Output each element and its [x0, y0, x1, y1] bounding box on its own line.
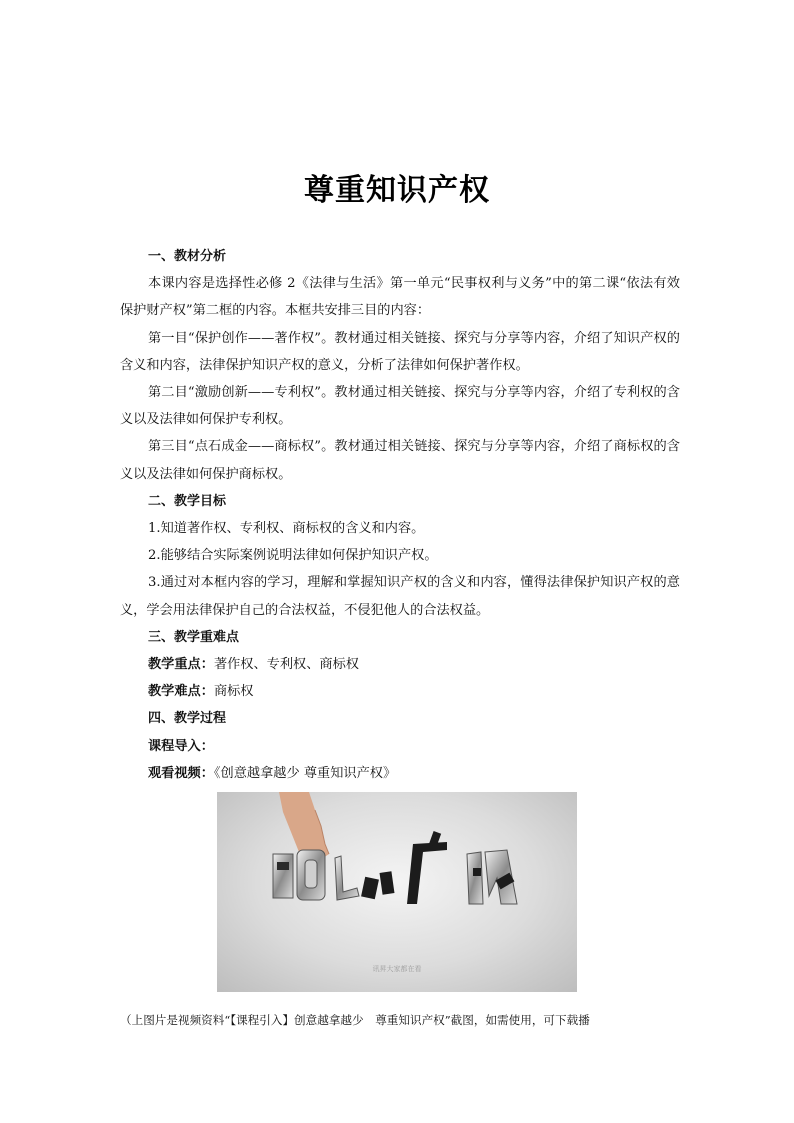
list-item: 1.知道著作权、专利权、商标权的含义和内容。 [148, 521, 425, 537]
difficulty-line [120, 678, 680, 705]
key-point-value: 著作权、专利权、商标权 [213, 657, 359, 673]
key-point-label: 教学重点： [148, 657, 214, 673]
intro-label: 课程导入： [148, 738, 214, 754]
video-title: 《创意越拿越少 尊重知识产权》 [213, 765, 397, 781]
list-item: 3.通过对本框内容的学习，理解和掌握知识产权的含义和内容，懂得法律保护知识产权的意义，学会用法律保护自己的合法权益，不侵犯他人的合法权益。 [120, 575, 680, 618]
section-heading-goals: 二、教学目标 [148, 493, 227, 509]
image-caption: （上图片是视频资料“【课程引入】创意越拿越少 尊重知识产权”截图，如需使用，可下载播 [120, 1013, 590, 1027]
video-line [120, 760, 680, 787]
section-heading-materials: 一、教材分析 [148, 249, 227, 264]
video-screenshot [217, 792, 577, 992]
section-heading-process: 四、教学过程 [148, 711, 227, 727]
page-title: 尊重知识产权 [304, 173, 490, 208]
difficulty-label: 教学难点： [148, 684, 214, 700]
key-point-line [120, 651, 680, 678]
video-frame-illustration [217, 792, 577, 992]
paragraph: 本课内容是选择性必修 2《法律与生活》第一单元“民事权利与义务”中的第二课“依法有效保护财产权”第二框的内容。本框共安排三目的内容： [120, 276, 680, 319]
video-label: 观看视频： [148, 765, 214, 781]
difficulty-value: 商标权 [213, 684, 254, 700]
list-item: 2.能够结合实际案例说明法律如何保护知识产权。 [148, 548, 438, 564]
paragraph: 第一目“保护创作——著作权”。教材通过相关链接、探究与分享等内容，介绍了知识产权的含义和内容，法律保护知识产权的意义，分析了法律如何保护著作权。 [120, 330, 680, 373]
intro-line [120, 733, 680, 760]
section-heading-key-points: 三、教学重难点 [148, 629, 240, 645]
document-body [120, 243, 680, 787]
video-watermark: 讯昇大家都在看 [372, 965, 422, 973]
paragraph: 第三目“点石成金——商标权”。教材通过相关链接、探究与分享等内容，介绍了商标权的含义以及法律如何保护商标权。 [120, 439, 680, 482]
paragraph: 第二目“激励创新——专利权”。教材通过相关链接、探究与分享等内容，介绍了专利权的含义以及法律如何保护专利权。 [120, 385, 680, 428]
